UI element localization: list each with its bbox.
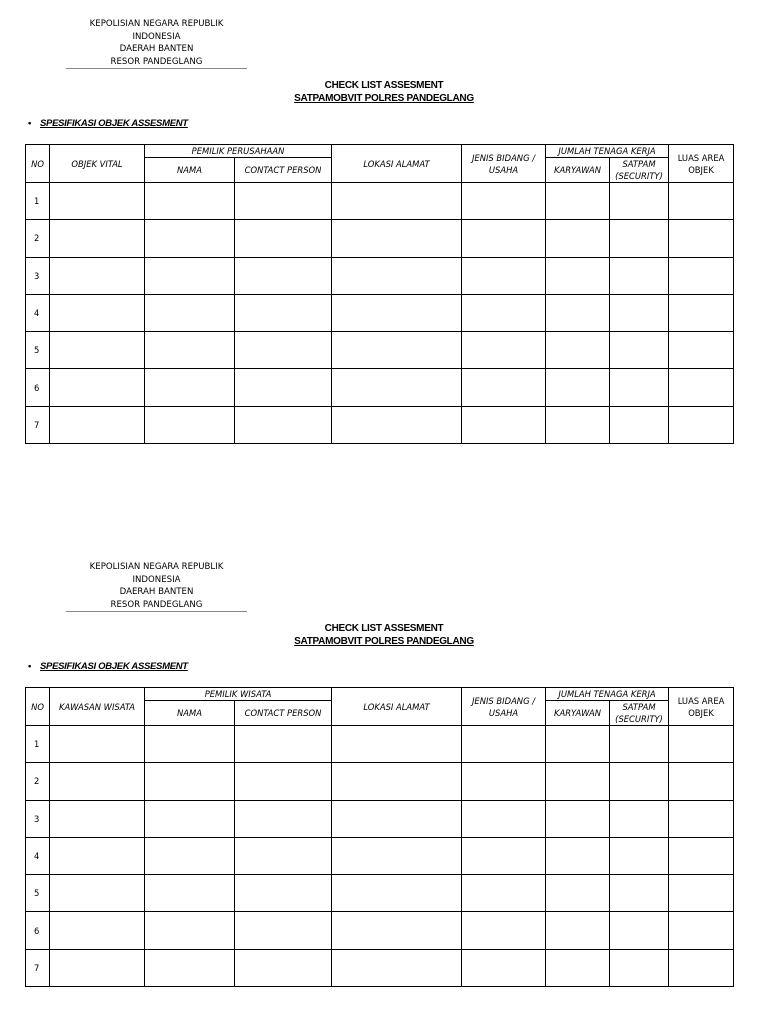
cell-jenis[interactable] xyxy=(462,332,546,369)
cell-lokasi[interactable] xyxy=(332,875,462,912)
spec-label: SPESIFIKASI OBJEK ASSESMENT xyxy=(40,661,188,672)
cell-nama[interactable] xyxy=(145,332,235,369)
row-number: 3 xyxy=(26,800,50,837)
row-number: 7 xyxy=(26,406,50,443)
cell-lokasi[interactable] xyxy=(332,220,462,257)
cell-luas[interactable] xyxy=(669,257,734,294)
header-contact: CONTACT PERSON xyxy=(235,701,332,726)
header-pemilik: PEMILIK PERUSAHAAN xyxy=(145,145,332,158)
table-row xyxy=(26,763,734,800)
header-jenis: JENIS BIDANG / USAHA xyxy=(462,688,546,726)
cell-contact[interactable] xyxy=(235,726,332,763)
row-number: 1 xyxy=(26,726,50,763)
title-line-2: SATPAMOBVIT POLRES PANDEGLANG xyxy=(294,93,474,104)
cell-satpam[interactable] xyxy=(610,800,669,837)
cell-nama[interactable] xyxy=(145,837,235,874)
table-row xyxy=(26,369,734,406)
table-row xyxy=(26,294,734,331)
cell-nama[interactable] xyxy=(145,726,235,763)
cell-luas[interactable] xyxy=(669,875,734,912)
cell-nama[interactable] xyxy=(145,220,235,257)
table-row xyxy=(26,875,734,912)
title-line-1: CHECK LIST ASSESMENT xyxy=(324,623,444,634)
row-number: 5 xyxy=(26,332,50,369)
row-number: 1 xyxy=(26,183,50,220)
header-no: NO xyxy=(26,145,50,183)
header-luas: LUAS AREA OBJEK xyxy=(669,688,734,726)
cell-karyawan[interactable] xyxy=(546,220,610,257)
cell-lokasi[interactable] xyxy=(332,294,462,331)
row-number: 2 xyxy=(26,763,50,800)
header-lokasi: LOKASI ALAMAT xyxy=(332,688,462,726)
cell-contact[interactable] xyxy=(235,406,332,443)
cell-objek[interactable] xyxy=(50,332,145,369)
cell-contact[interactable] xyxy=(235,183,332,220)
cell-objek[interactable] xyxy=(50,912,145,949)
cell-luas[interactable] xyxy=(669,800,734,837)
cell-lokasi[interactable] xyxy=(332,726,462,763)
cell-objek[interactable] xyxy=(50,220,145,257)
cell-objek[interactable] xyxy=(50,837,145,874)
cell-lokasi[interactable] xyxy=(332,949,462,986)
cell-jenis[interactable] xyxy=(462,257,546,294)
cell-luas[interactable] xyxy=(669,949,734,986)
cell-lokasi[interactable] xyxy=(332,837,462,874)
cell-contact[interactable] xyxy=(235,949,332,986)
cell-nama[interactable] xyxy=(145,183,235,220)
letterhead-line-2: DAERAH BANTEN xyxy=(119,44,194,54)
spec-heading xyxy=(28,118,188,129)
row-number: 2 xyxy=(26,220,50,257)
table-row xyxy=(26,800,734,837)
cell-nama[interactable] xyxy=(145,294,235,331)
cell-luas[interactable] xyxy=(669,726,734,763)
cell-luas[interactable] xyxy=(669,912,734,949)
cell-nama[interactable] xyxy=(145,406,235,443)
cell-lokasi[interactable] xyxy=(332,257,462,294)
header-jumlah: JUMLAH TENAGA KERJA xyxy=(546,145,669,158)
cell-satpam[interactable] xyxy=(610,257,669,294)
form-title xyxy=(0,79,768,105)
cell-lokasi[interactable] xyxy=(332,800,462,837)
header-objek: KAWASAN WISATA xyxy=(50,688,145,726)
cell-objek[interactable] xyxy=(50,406,145,443)
letterhead xyxy=(66,18,247,69)
header-pemilik: PEMILIK WISATA xyxy=(145,688,332,701)
cell-satpam[interactable] xyxy=(610,875,669,912)
header-objek: OBJEK VITAL xyxy=(50,145,145,183)
cell-karyawan[interactable] xyxy=(546,183,610,220)
header-luas: LUAS AREA OBJEK xyxy=(669,145,734,183)
cell-objek[interactable] xyxy=(50,949,145,986)
cell-contact[interactable] xyxy=(235,875,332,912)
table-row xyxy=(26,912,734,949)
header-satpam: SATPAM (SECURITY) xyxy=(610,701,669,726)
cell-objek[interactable] xyxy=(50,369,145,406)
letterhead-line-3: RESOR PANDEGLANG xyxy=(110,599,203,610)
cell-jenis[interactable] xyxy=(462,875,546,912)
cell-jenis[interactable] xyxy=(462,183,546,220)
cell-karyawan[interactable] xyxy=(546,912,610,949)
cell-satpam[interactable] xyxy=(610,183,669,220)
cell-jenis[interactable] xyxy=(462,912,546,949)
header-jenis: JENIS BIDANG / USAHA xyxy=(462,145,546,183)
cell-lokasi[interactable] xyxy=(332,332,462,369)
cell-karyawan[interactable] xyxy=(546,257,610,294)
cell-luas[interactable] xyxy=(669,763,734,800)
cell-objek[interactable] xyxy=(50,257,145,294)
cell-satpam[interactable] xyxy=(610,726,669,763)
cell-lokasi[interactable] xyxy=(332,406,462,443)
cell-nama[interactable] xyxy=(145,875,235,912)
cell-objek[interactable] xyxy=(50,763,145,800)
bullet-icon: • xyxy=(28,661,32,672)
cell-objek[interactable] xyxy=(50,294,145,331)
spec-heading xyxy=(28,661,188,672)
letterhead-line-2: DAERAH BANTEN xyxy=(119,587,194,597)
cell-nama[interactable] xyxy=(145,763,235,800)
cell-contact[interactable] xyxy=(235,800,332,837)
cell-satpam[interactable] xyxy=(610,949,669,986)
header-jumlah: JUMLAH TENAGA KERJA xyxy=(546,688,669,701)
table-row xyxy=(26,332,734,369)
assessment-table xyxy=(25,687,734,987)
cell-karyawan[interactable] xyxy=(546,406,610,443)
cell-objek[interactable] xyxy=(50,183,145,220)
title-line-2: SATPAMOBVIT POLRES PANDEGLANG xyxy=(294,636,474,647)
row-number: 6 xyxy=(26,369,50,406)
cell-lokasi[interactable] xyxy=(332,369,462,406)
cell-luas[interactable] xyxy=(669,183,734,220)
table-row xyxy=(26,406,734,443)
cell-karyawan[interactable] xyxy=(546,726,610,763)
letterhead-line-1: KEPOLISIAN NEGARA REPUBLIK INDONESIA xyxy=(89,562,224,585)
cell-contact[interactable] xyxy=(235,257,332,294)
row-number: 5 xyxy=(26,875,50,912)
cell-contact[interactable] xyxy=(235,837,332,874)
table-row xyxy=(26,949,734,986)
header-karyawan: KARYAWAN xyxy=(546,701,610,726)
cell-luas[interactable] xyxy=(669,837,734,874)
cell-satpam[interactable] xyxy=(610,294,669,331)
cell-contact[interactable] xyxy=(235,369,332,406)
cell-karyawan[interactable] xyxy=(546,294,610,331)
cell-karyawan[interactable] xyxy=(546,763,610,800)
cell-objek[interactable] xyxy=(50,800,145,837)
cell-satpam[interactable] xyxy=(610,837,669,874)
cell-jenis[interactable] xyxy=(462,406,546,443)
letterhead-line-3: RESOR PANDEGLANG xyxy=(110,56,203,67)
cell-karyawan[interactable] xyxy=(546,369,610,406)
row-number: 7 xyxy=(26,949,50,986)
letterhead-rule xyxy=(66,68,247,69)
header-satpam: SATPAM (SECURITY) xyxy=(610,158,669,183)
cell-karyawan[interactable] xyxy=(546,837,610,874)
cell-karyawan[interactable] xyxy=(546,875,610,912)
cell-jenis[interactable] xyxy=(462,220,546,257)
cell-lokasi[interactable] xyxy=(332,183,462,220)
cell-jenis[interactable] xyxy=(462,726,546,763)
row-number: 4 xyxy=(26,837,50,874)
cell-lokasi[interactable] xyxy=(332,763,462,800)
letterhead-rule xyxy=(66,611,247,612)
cell-lokasi[interactable] xyxy=(332,912,462,949)
table-row xyxy=(26,257,734,294)
row-number: 3 xyxy=(26,257,50,294)
letterhead-line-1: KEPOLISIAN NEGARA REPUBLIK INDONESIA xyxy=(89,19,224,42)
cell-satpam[interactable] xyxy=(610,763,669,800)
cell-jenis[interactable] xyxy=(462,294,546,331)
header-lokasi: LOKASI ALAMAT xyxy=(332,145,462,183)
bullet-icon: • xyxy=(28,118,32,129)
cell-nama[interactable] xyxy=(145,912,235,949)
header-no: NO xyxy=(26,688,50,726)
letterhead xyxy=(66,561,247,612)
form-title xyxy=(0,622,768,648)
header-nama: NAMA xyxy=(145,158,235,183)
cell-luas[interactable] xyxy=(669,332,734,369)
cell-contact[interactable] xyxy=(235,912,332,949)
spec-label: SPESIFIKASI OBJEK ASSESMENT xyxy=(40,118,188,129)
cell-nama[interactable] xyxy=(145,257,235,294)
cell-contact[interactable] xyxy=(235,220,332,257)
cell-karyawan[interactable] xyxy=(546,800,610,837)
cell-satpam[interactable] xyxy=(610,220,669,257)
cell-jenis[interactable] xyxy=(462,763,546,800)
header-nama: NAMA xyxy=(145,701,235,726)
cell-objek[interactable] xyxy=(50,875,145,912)
row-number: 4 xyxy=(26,294,50,331)
cell-contact[interactable] xyxy=(235,294,332,331)
cell-nama[interactable] xyxy=(145,800,235,837)
cell-jenis[interactable] xyxy=(462,800,546,837)
header-karyawan: KARYAWAN xyxy=(546,158,610,183)
cell-luas[interactable] xyxy=(669,220,734,257)
table-row xyxy=(26,726,734,763)
cell-nama[interactable] xyxy=(145,369,235,406)
cell-karyawan[interactable] xyxy=(546,949,610,986)
cell-jenis[interactable] xyxy=(462,369,546,406)
cell-nama[interactable] xyxy=(145,949,235,986)
cell-contact[interactable] xyxy=(235,332,332,369)
table-row xyxy=(26,220,734,257)
row-number: 6 xyxy=(26,912,50,949)
cell-satpam[interactable] xyxy=(610,369,669,406)
assessment-table xyxy=(25,144,734,444)
cell-luas[interactable] xyxy=(669,294,734,331)
cell-luas[interactable] xyxy=(669,369,734,406)
cell-satpam[interactable] xyxy=(610,912,669,949)
header-contact: CONTACT PERSON xyxy=(235,158,332,183)
cell-jenis[interactable] xyxy=(462,837,546,874)
cell-luas[interactable] xyxy=(669,406,734,443)
cell-jenis[interactable] xyxy=(462,949,546,986)
cell-contact[interactable] xyxy=(235,763,332,800)
cell-karyawan[interactable] xyxy=(546,332,610,369)
table-row xyxy=(26,183,734,220)
title-line-1: CHECK LIST ASSESMENT xyxy=(324,80,444,91)
cell-objek[interactable] xyxy=(50,726,145,763)
cell-satpam[interactable] xyxy=(610,406,669,443)
cell-satpam[interactable] xyxy=(610,332,669,369)
table-row xyxy=(26,837,734,874)
